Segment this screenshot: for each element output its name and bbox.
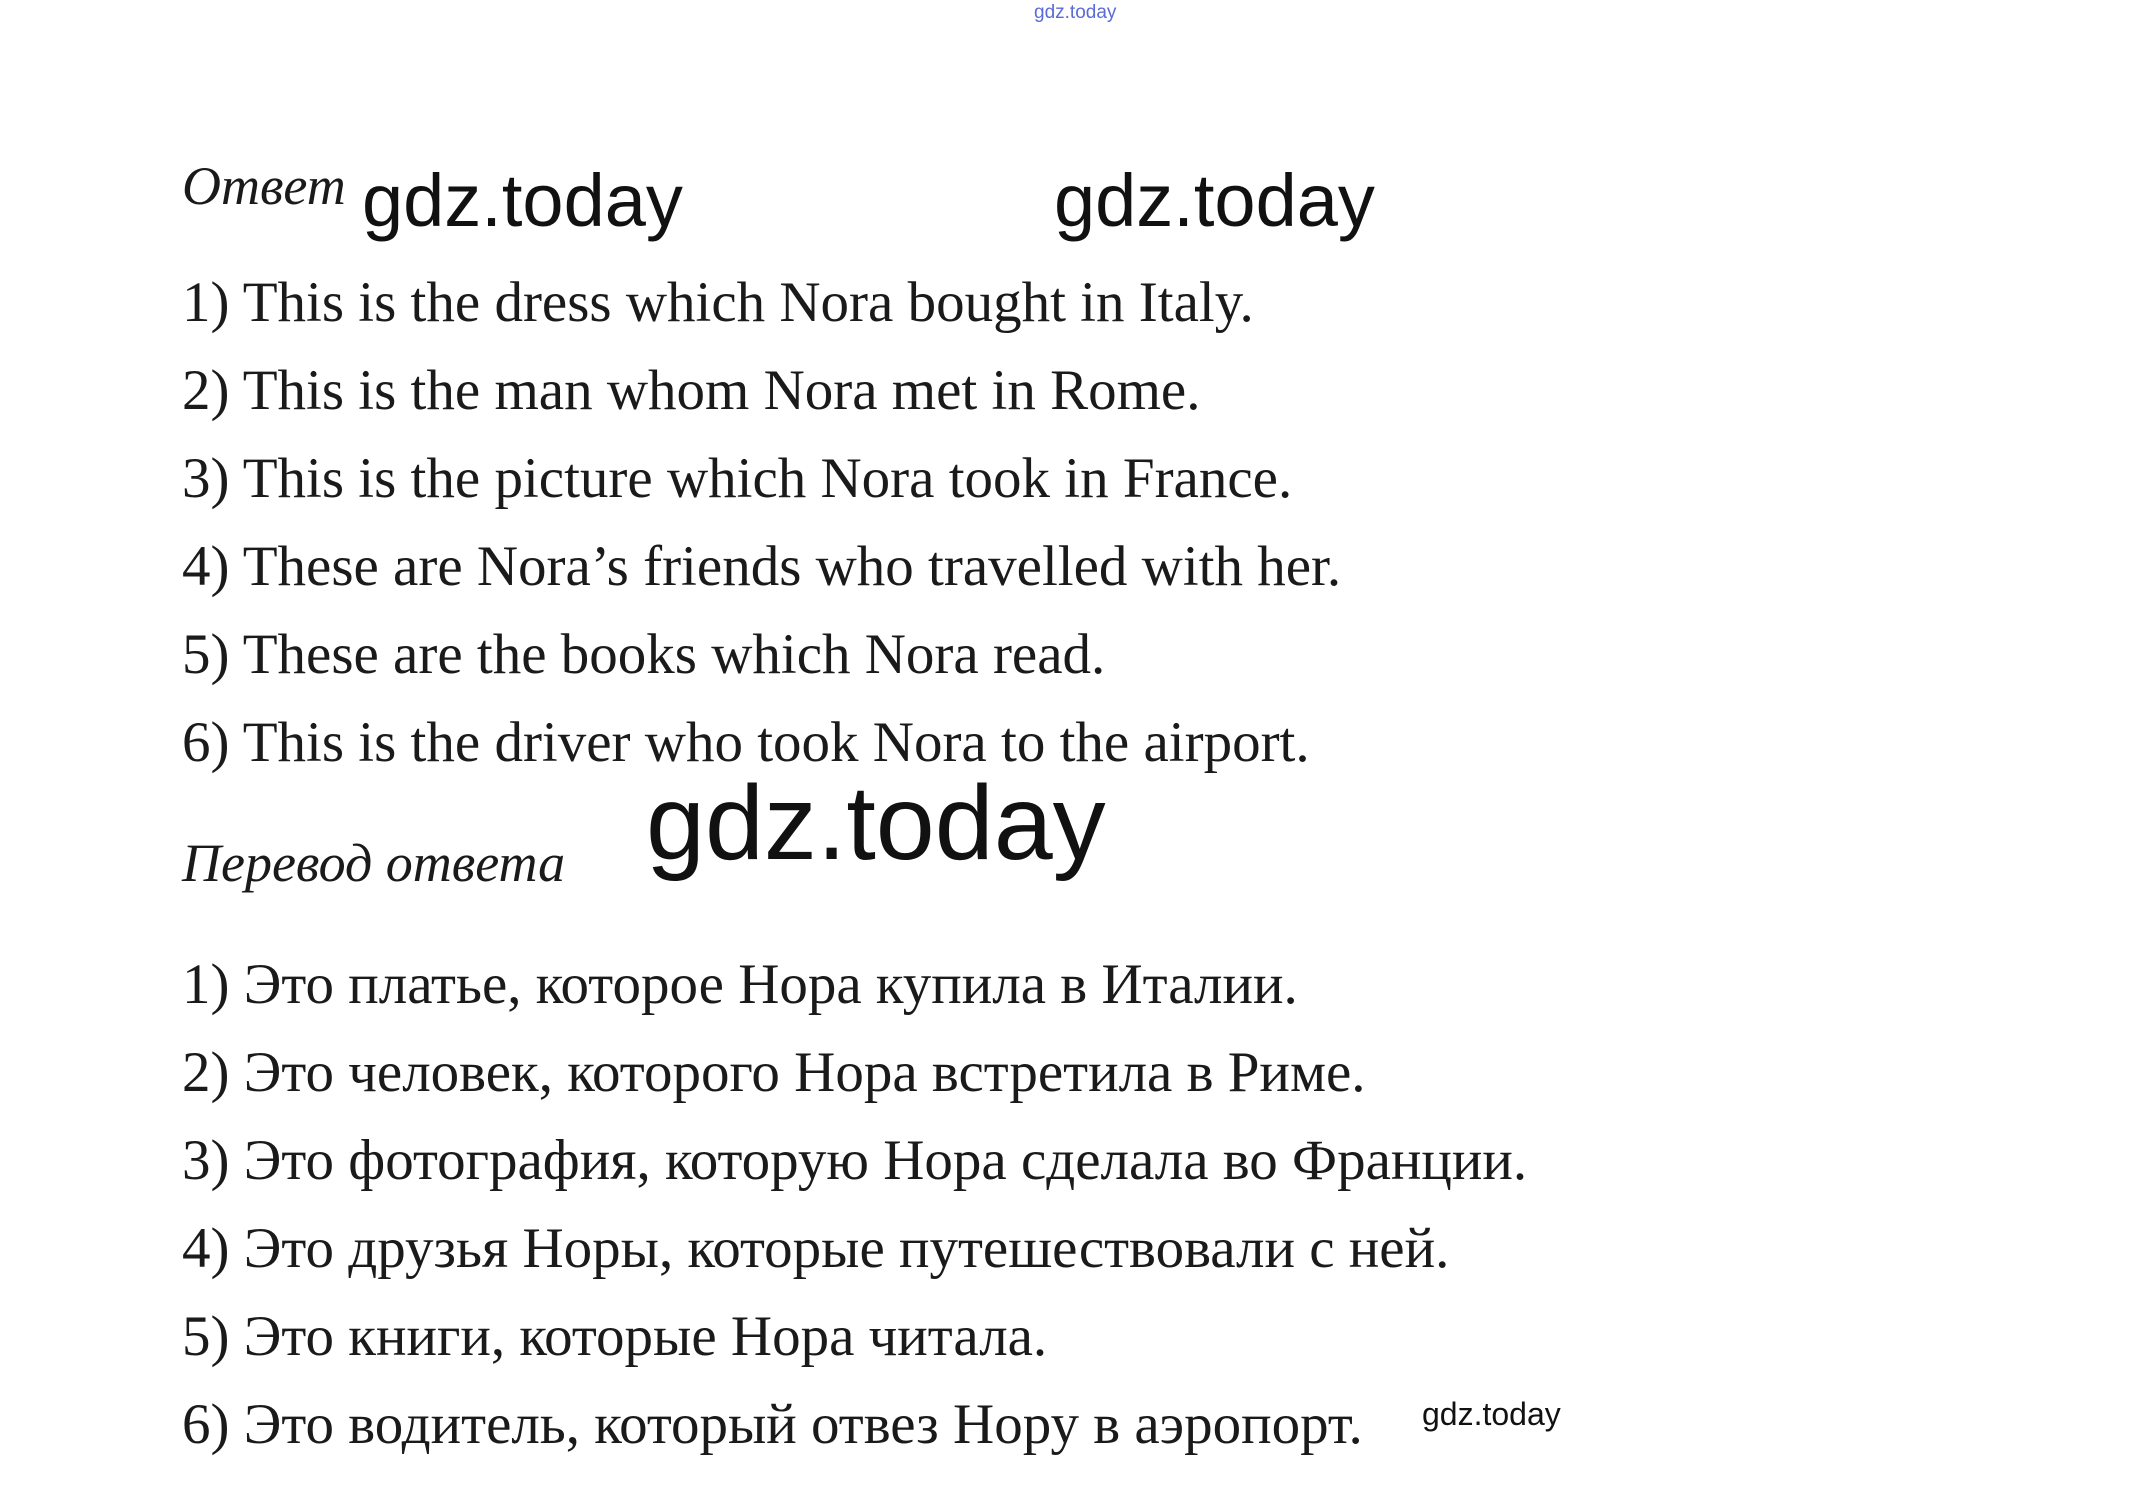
translation-heading: Перевод ответа	[182, 833, 566, 893]
answer-line: 1) This is the dress which Nora bought in Italy.	[182, 271, 1254, 334]
translation-line: 1) Это платье, которое Нора купила в Италии.	[182, 953, 1298, 1016]
answer-line: 2) This is the man whom Nora met in Rome.	[182, 359, 1201, 422]
answer-line: 6) This is the driver who took Nora to the airport.	[182, 711, 1310, 774]
watermark-header-right: gdz.today	[1054, 159, 1375, 242]
watermark-header-left: gdz.today	[362, 159, 683, 242]
watermark-top: gdz.today	[1034, 2, 1117, 23]
answer-line: 5) These are the books which Nora read.	[182, 623, 1106, 686]
translation-line: 4) Это друзья Норы, которые путешествовали с ней.	[182, 1217, 1450, 1280]
watermark-middle: gdz.today	[646, 764, 1106, 882]
answer-heading: Ответ	[182, 156, 346, 216]
answer-line: 3) This is the picture which Nora took in France.	[182, 447, 1293, 510]
translation-line: 3) Это фотография, которую Нора сделала во Франции.	[182, 1129, 1528, 1192]
translation-line: 2) Это человек, которого Нора встретила в Риме.	[182, 1041, 1366, 1104]
watermark-bottom: gdz.today	[1422, 1396, 1561, 1432]
translation-line: 5) Это книги, которые Нора читала.	[182, 1305, 1048, 1368]
translation-line: 6) Это водитель, который отвез Нору в аэропорт.	[182, 1393, 1363, 1456]
answer-line: 4) These are Nora’s friends who travelled with her.	[182, 535, 1342, 598]
